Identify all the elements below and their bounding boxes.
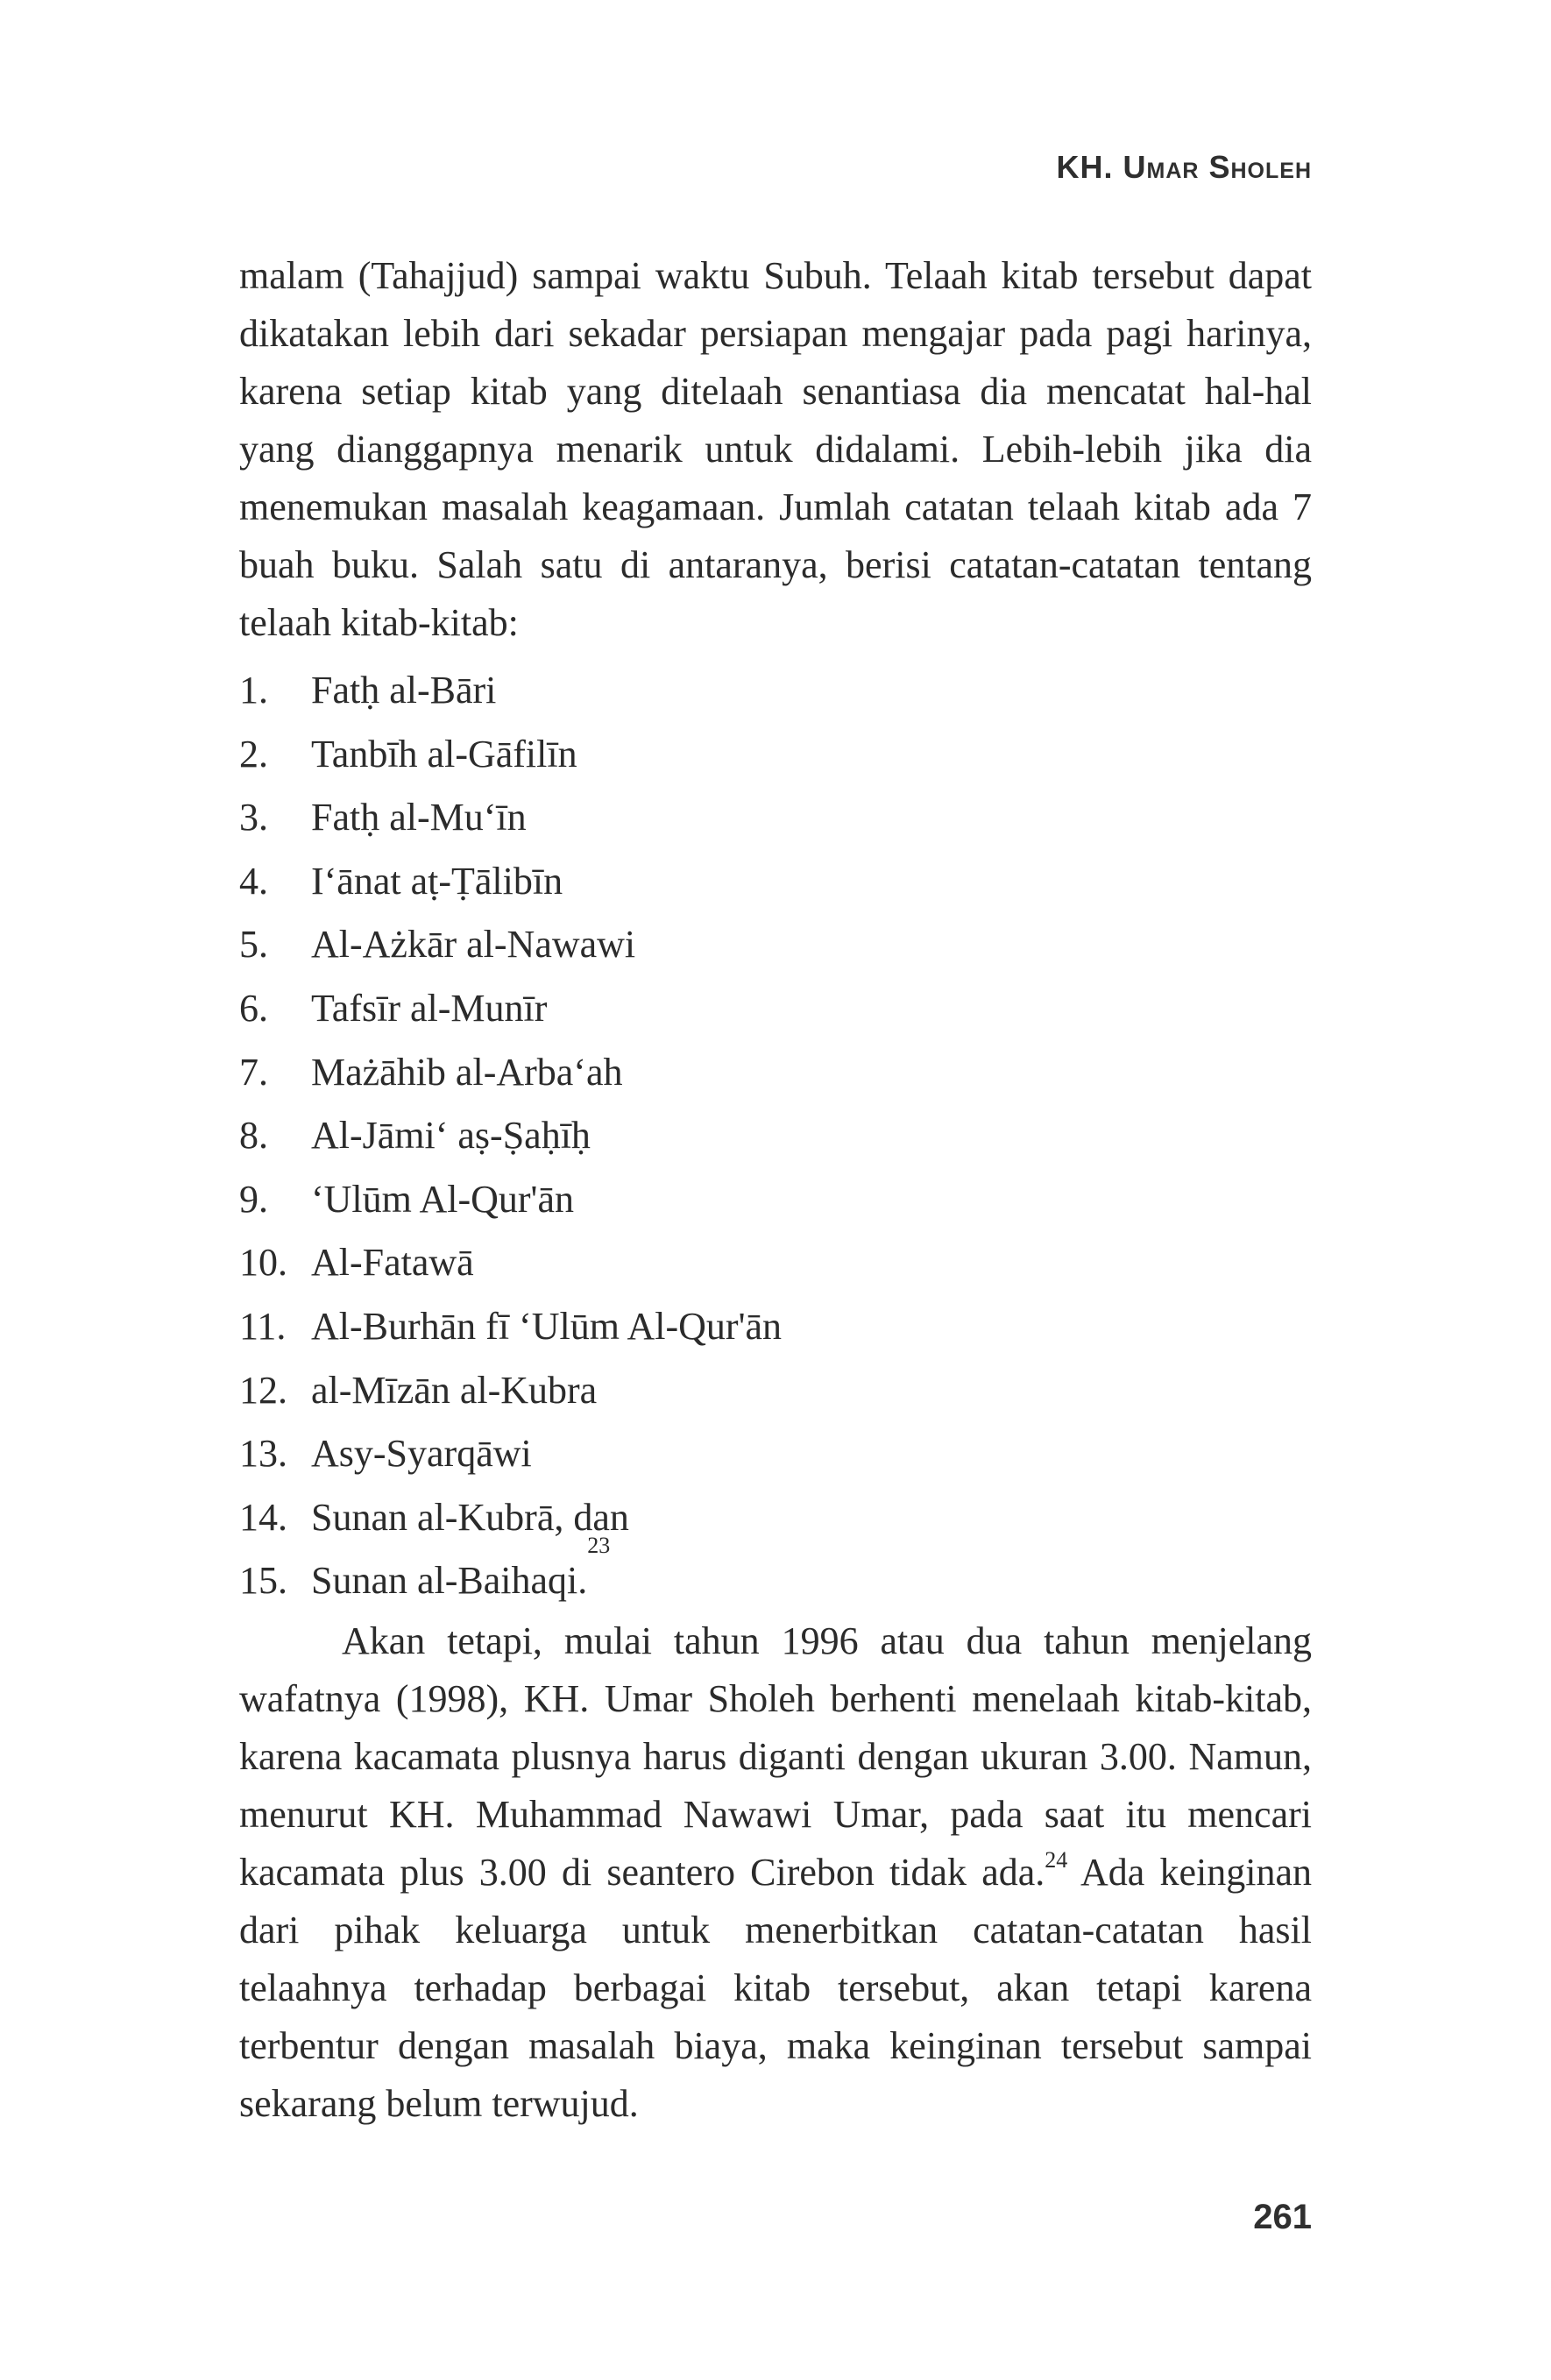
book-list (239, 659, 1312, 1613)
book-list-item (239, 723, 1312, 787)
book-title: Tanbīh al-Gāfilīn (311, 732, 577, 776)
paragraph-conclusion (239, 1612, 1312, 2133)
book-list-item (239, 913, 1312, 977)
book-title: Al-Fatawā (311, 1241, 474, 1285)
list-number: 4. (239, 859, 268, 903)
list-number: 2. (239, 732, 268, 776)
list-number: 7. (239, 1050, 268, 1094)
paragraph-conclusion-part-2: Ada keinginan dari pihak keluarga untuk menerbitkan catatan-catatan hasil telaahnya terhadap berbagai kitab tersebut, akan tetapi karena terbentur dengan masalah biaya, maka keinginan tersebut sampai sekarang belum terwujud. (239, 1851, 1312, 2125)
paragraph-intro: malam (Tahajjud) sampai waktu Subuh. Telaah kitab tersebut dapat dikatakan lebih dari sekadar persiapan mengajar pada pagi harinya, karena setiap kitab yang ditelaah senantiasa dia mencatat hal-hal yang dianggapnya menarik untuk didalami. Lebih-lebih jika dia menemukan masalah keagamaan. Jumlah catatan telaah kitab ada 7 buah buku. Salah satu di antaranya, berisi catatan-catatan tentang telaah kitab-kitab: (239, 254, 1312, 644)
list-number: 11. (239, 1304, 287, 1348)
list-number: 3. (239, 796, 268, 839)
list-number: 6. (239, 986, 268, 1030)
book-list-item (239, 1486, 1312, 1550)
book-title: Sunan al-Baihaqi. (311, 1559, 588, 1603)
book-title: ‘Ulūm Al-Qur'ān (311, 1177, 574, 1221)
book-list-item (239, 1041, 1312, 1105)
book-list-item (239, 977, 1312, 1041)
book-title: Mażāhib al-Arba‘ah (311, 1050, 623, 1094)
book-title: Sunan al-Kubrā, dan (311, 1495, 629, 1539)
book-list-item (239, 1533, 1312, 1613)
book-list-item (239, 1168, 1312, 1232)
book-list-item (239, 1422, 1312, 1486)
list-number: 13. (239, 1432, 287, 1476)
book-title: Al-Ażkār al-Nawawi (311, 923, 636, 967)
book-title: Fatḥ al-Mu‘īn (311, 796, 527, 839)
list-number: 1. (239, 669, 268, 712)
book-title: I‘ānat aṭ-Ṭālibīn (311, 859, 563, 903)
list-number: 12. (239, 1368, 287, 1412)
book-list-item (239, 1295, 1312, 1359)
list-number: 5. (239, 923, 268, 967)
book-list-item (239, 1231, 1312, 1295)
book-title: Asy-Syarqāwi (311, 1432, 532, 1476)
list-number: 8. (239, 1114, 268, 1158)
page-number: 261 (1253, 2198, 1312, 2236)
book-list-item (239, 786, 1312, 850)
list-number: 14. (239, 1495, 287, 1539)
list-number: 10. (239, 1241, 287, 1285)
book-list-item (239, 659, 1312, 723)
book-list-item (239, 1359, 1312, 1423)
list-number: 9. (239, 1177, 268, 1221)
book-title: Al-Jāmi‘ aṣ-Ṣaḥīḥ (311, 1114, 591, 1158)
book-list-item (239, 1104, 1312, 1168)
book-title: al-Mīzān al-Kubra (311, 1368, 598, 1412)
book-title: Tafsīr al-Munīr (311, 986, 548, 1030)
paragraph-conclusion-part-1: Akan tetapi, mulai tahun 1996 atau dua tahun menjelang wafatnya (1998), KH. Umar Sholeh berhenti menelaah kitab-kitab, karena kacamata plusnya harus diganti dengan ukuran 3.00. Namun, menurut KH. Muhammad Nawawi Umar, pada saat itu mencari kacamata plus 3.00 di seantero Cirebon tidak ada. (239, 1619, 1312, 1894)
running-header: KH. Umar Sholeh (1056, 149, 1312, 185)
footnote-marker: 23 (587, 1533, 611, 1559)
footnote-marker: 24 (1045, 1847, 1068, 1874)
book-list-item (239, 850, 1312, 914)
list-number: 15. (239, 1559, 287, 1603)
book-title: Al-Burhān fī ‘Ulūm Al-Qur'ān (311, 1304, 783, 1348)
book-title: Fatḥ al-Bāri (311, 669, 497, 712)
